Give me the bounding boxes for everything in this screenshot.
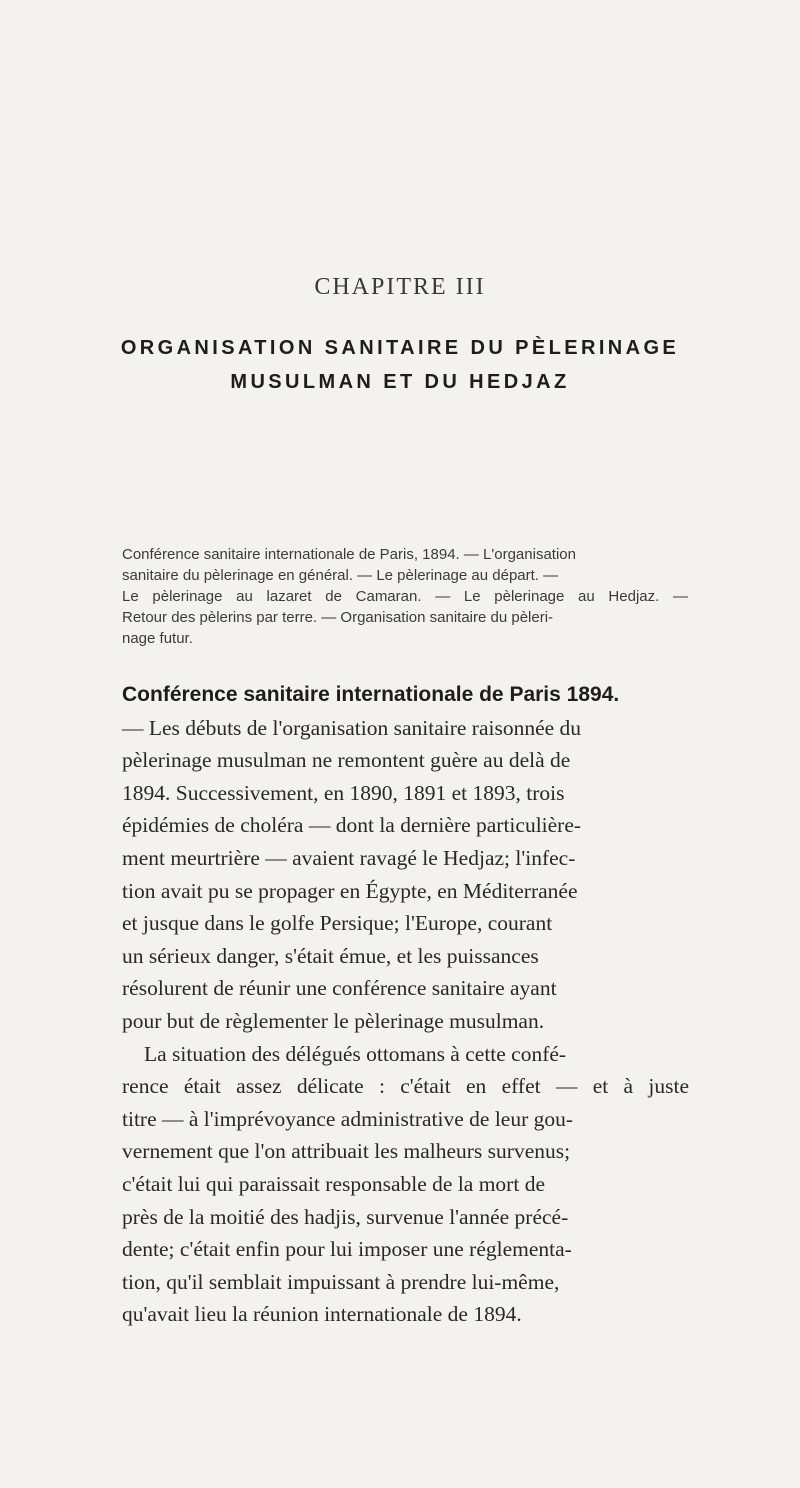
chapter-summary (122, 544, 688, 649)
summary-line: sanitaire du pèlerinage en général. — Le pèlerinage au départ. — (122, 567, 559, 584)
chapter-title-line-2: MUSULMAN ET DU HEDJAZ (230, 371, 570, 393)
body-line: pour but de règlementer le pèlerinage musulman. (122, 1008, 545, 1033)
body-line-paragraph-start: La situation des délégués ottomans à cette confé- (144, 1041, 567, 1066)
body-paragraphs (122, 678, 689, 1331)
summary-line: Le pèlerinage au lazaret de Camaran. — Le pèlerinage au Hedjaz. — (122, 588, 688, 605)
summary-line: Conférence sanitaire internationale de Paris, 1894. — L'organisation (122, 546, 576, 563)
summary-line: nage futur. (122, 630, 193, 647)
body-line: près de la moitié des hadjis, survenue l'année précé- (122, 1204, 569, 1229)
chapter-number: CHAPITRE III (314, 274, 486, 300)
body-line: et jusque dans le golfe Persique; l'Europe, courant (122, 911, 553, 936)
summary-line: Retour des pèlerins par terre. — Organisation sanitaire du pèleri- (122, 609, 554, 626)
body-line: ment meurtrière — avaient ravagé le Hedjaz; l'infec- (122, 845, 576, 870)
body-line: pèlerinage musulman ne remontent guère au delà de (122, 748, 571, 773)
section-heading: Conférence sanitaire internationale de Paris 1894. (122, 683, 620, 706)
body-line: épidémies de choléra — dont la dernière particulière- (122, 813, 582, 838)
body-line: — Les débuts de l'organisation sanitaire raisonnée du (122, 715, 582, 740)
body-line: un sérieux danger, s'était émue, et les puissances (122, 943, 539, 968)
body-line: tion, qu'il semblait impuissant à prendre lui-même, (122, 1269, 560, 1294)
body-line: vernement que l'on attribuait les malheurs survenus; (122, 1139, 571, 1164)
chapter-title (0, 331, 800, 399)
chapter-title-line-1: ORGANISATION SANITAIRE DU PÈLERINAGE (120, 337, 680, 359)
body-line: rence était assez délicate : c'était en effet — et à juste (122, 1074, 689, 1099)
body-line: dente; c'était enfin pour lui imposer une réglementa- (122, 1237, 572, 1262)
body-line: qu'avait lieu la réunion internationale de 1894. (122, 1302, 522, 1327)
body-line: 1894. Successivement, en 1890, 1891 et 1893, trois (122, 780, 565, 805)
body-line-heading (122, 678, 689, 712)
body-line: c'était lui qui paraissait responsable de la mort de (122, 1171, 545, 1196)
body-line: tion avait pu se propager en Égypte, en Méditerranée (122, 878, 578, 903)
body-line: titre — à l'imprévoyance administrative de leur gou- (122, 1106, 574, 1131)
body-line: résolurent de réunir une conférence sanitaire ayant (122, 976, 557, 1001)
